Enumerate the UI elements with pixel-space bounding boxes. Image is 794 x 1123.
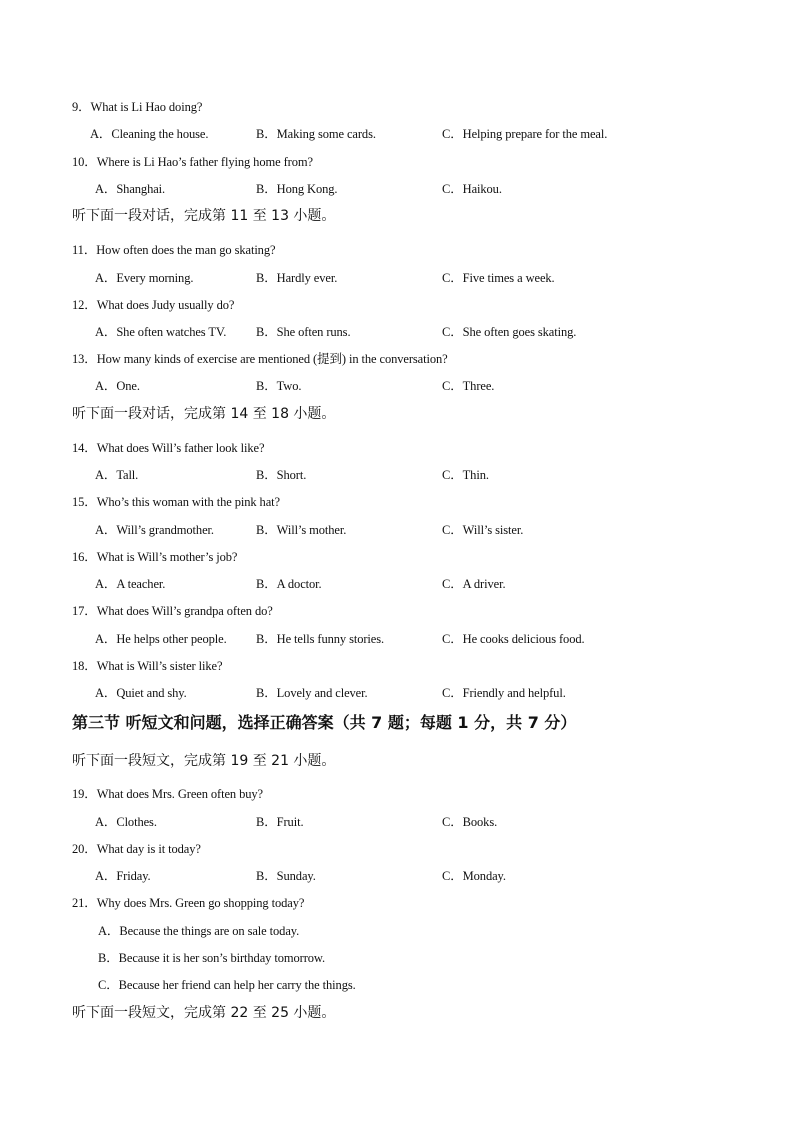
option-c: C．Books.	[442, 815, 498, 829]
option-a: A．Clothes.	[95, 815, 157, 829]
question-9: 9．What is Li Hao doing?	[72, 100, 203, 114]
section-instruction: 听下面一段短文，完成第 19 至 21 小题。	[72, 753, 336, 769]
option-a: A．Every morning.	[95, 271, 194, 285]
question-16: 16．What is Will’s mother’s job?	[72, 550, 238, 564]
option-b: B．She often runs.	[256, 325, 351, 339]
option-a: A．Shanghai.	[95, 182, 166, 196]
option-c: C．Will’s sister.	[442, 523, 524, 537]
question-20: 20．What day is it today?	[72, 842, 201, 856]
question-12: 12．What does Judy usually do?	[72, 298, 235, 312]
option-a: A．Because the things are on sale today.	[98, 924, 300, 938]
option-a: A．He helps other people.	[95, 632, 227, 646]
option-b: B．Making some cards.	[256, 127, 376, 141]
question-17: 17．What does Will’s grandpa often do?	[72, 604, 273, 618]
option-b: B．Hardly ever.	[256, 271, 338, 285]
option-b: B．Two.	[256, 379, 302, 393]
option-a: A．A teacher.	[95, 577, 166, 591]
option-c: C．Monday.	[442, 869, 506, 883]
option-b: B．He tells funny stories.	[256, 632, 385, 646]
question-18: 18．What is Will’s sister like?	[72, 659, 223, 673]
option-c: C．Helping prepare for the meal.	[442, 127, 608, 141]
question-21: 21．Why does Mrs. Green go shopping today?	[72, 896, 305, 910]
option-a: A．Will’s grandmother.	[95, 523, 214, 537]
option-a: A．Friday.	[95, 869, 151, 883]
option-a: A．Tall.	[95, 468, 139, 482]
question-13: 13．How many kinds of exercise are mentioned (提到) in the conversation?	[72, 352, 448, 366]
section-instruction: 听下面一段短文，完成第 22 至 25 小题。	[72, 1005, 336, 1021]
option-b: B．Lovely and clever.	[256, 686, 368, 700]
question-19: 19．What does Mrs. Green often buy?	[72, 787, 263, 801]
option-c: C．She often goes skating.	[442, 325, 577, 339]
question-14: 14．What does Will’s father look like?	[72, 441, 265, 455]
option-c: C．Because her friend can help her carry the things.	[98, 978, 356, 992]
option-c: C．Friendly and helpful.	[442, 686, 566, 700]
question-15: 15．Who’s this woman with the pink hat?	[72, 495, 280, 509]
option-c: C．A driver.	[442, 577, 506, 591]
question-10: 10．Where is Li Hao’s father flying home from?	[72, 155, 313, 169]
option-b: B．Fruit.	[256, 815, 304, 829]
option-c: C．Thin.	[442, 468, 489, 482]
option-b: B．Hong Kong.	[256, 182, 338, 196]
question-11: 11．How often does the man go skating?	[72, 243, 276, 257]
option-c: C．Haikou.	[442, 182, 502, 196]
option-c: C．He cooks delicious food.	[442, 632, 585, 646]
section-heading: 第三节 听短文和问题，选择正确答案（共 7 题；每题 1 分，共 7 分）	[72, 713, 577, 732]
option-b: B．A doctor.	[256, 577, 322, 591]
section-instruction: 听下面一段对话，完成第 11 至 13 小题。	[72, 208, 336, 224]
option-a: A．One.	[95, 379, 140, 393]
option-b: B．Because it is her son’s birthday tomorrow.	[98, 951, 326, 965]
option-c: C．Three.	[442, 379, 495, 393]
option-b: B．Will’s mother.	[256, 523, 347, 537]
option-b: B．Sunday.	[256, 869, 316, 883]
option-c: C．Five times a week.	[442, 271, 555, 285]
option-a: A．She often watches TV.	[95, 325, 227, 339]
option-a: A．Cleaning the house.	[90, 127, 209, 141]
section-instruction: 听下面一段对话，完成第 14 至 18 小题。	[72, 406, 336, 422]
option-b: B．Short.	[256, 468, 307, 482]
option-a: A．Quiet and shy.	[95, 686, 187, 700]
